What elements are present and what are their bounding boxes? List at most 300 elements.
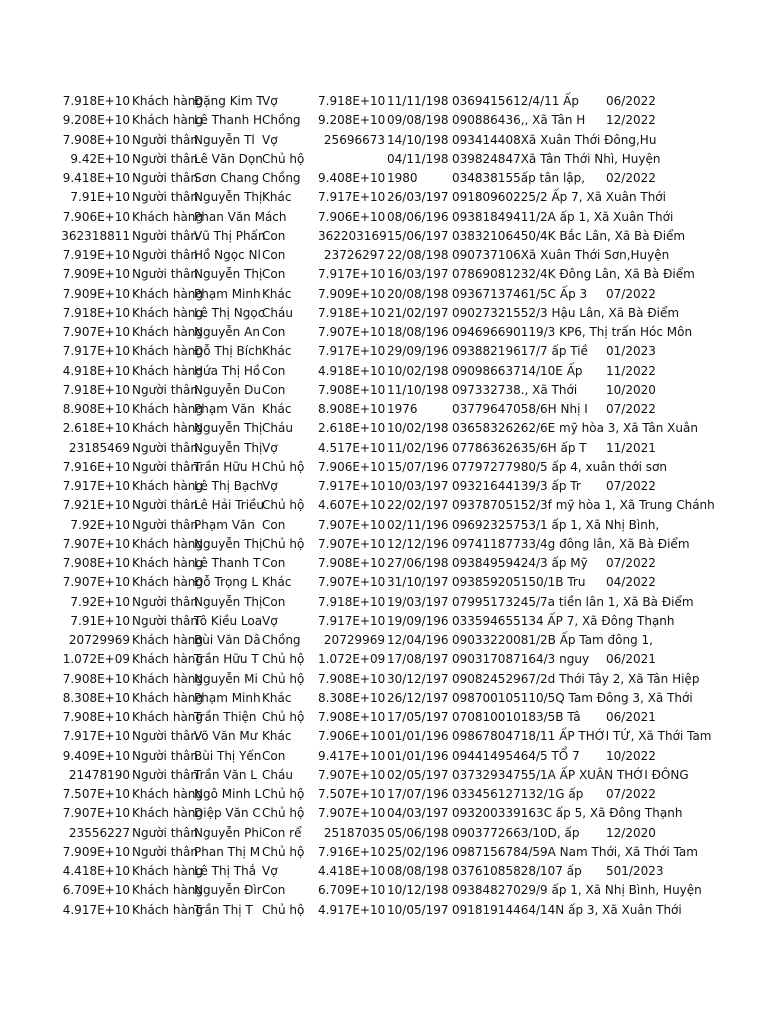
cell-birth-date: 17/05/197 (387, 710, 449, 724)
cell-customer-type: Khách hàng (132, 344, 204, 359)
cell-phone-address: 09033220081/2B Ấp Tam đông 1, (452, 633, 653, 647)
cell-customer-type: Khách hàng (132, 902, 204, 917)
table-row (0, 188, 768, 207)
cell-date-value: 07/2022 (605, 285, 641, 304)
cell-id-number: 7.907E+10 (62, 536, 130, 551)
cell-full-name: Phạm Văn (194, 517, 255, 532)
cell-relationship: Vợ (262, 479, 278, 493)
cell-relationship: Cháu (262, 305, 293, 320)
table-row (0, 901, 768, 920)
cell-phone-address: 09388219617/7 ấp Tiề (452, 344, 588, 359)
table-row (0, 843, 768, 862)
cell-customer-type: Khách hàng (132, 883, 204, 898)
cell-id-number: 4.917E+10 (62, 902, 130, 917)
table-row (0, 400, 768, 419)
cell-relationship: Chủ hộ (262, 710, 305, 724)
cell-customer-type: Khách hàng (132, 421, 204, 436)
cell-relationship: Con (262, 382, 286, 397)
cell-phone-address: 034838155ấp tân lập, (452, 171, 586, 185)
cell-id-number-2: 25696673 (323, 132, 385, 147)
cell-id-number-2: 7.908E+10 (318, 556, 386, 570)
cell-relationship: Chồng (262, 171, 301, 185)
table-row (0, 111, 768, 130)
cell-phone-address: 0987156784/59A Nam Thới, Xã Thới Tam (452, 844, 698, 859)
table-row (0, 785, 768, 804)
cell-birth-date: 27/06/198 (387, 556, 449, 570)
cell-id-number-2: 7.918E+10 (318, 594, 386, 609)
cell-id-number: 21478190 (68, 767, 130, 782)
table-row (0, 285, 768, 304)
cell-phone-address: 07786362635/6H ấp T (452, 440, 587, 455)
table-row (0, 516, 768, 535)
cell-relationship: Con (262, 267, 286, 282)
cell-birth-date: 21/02/197 (387, 305, 449, 320)
table-row (0, 708, 768, 727)
cell-full-name: Đặng Kim T (194, 94, 264, 108)
cell-date-value: 10/2022 (605, 747, 641, 766)
cell-id-number-2: 4.607E+10 (318, 498, 386, 513)
cell-relationship: Con (262, 556, 286, 570)
cell-phone-address: 09082452967/2d Thới Tây 2, Xã Tân Hiệp (452, 671, 700, 686)
cell-phone-address: 09180960225/2 Ấp 7, Xã Xuân Thới (452, 190, 666, 205)
cell-phone-address: 03832106450/4K Bắc Lân, Xã Bà Điểm (452, 228, 686, 243)
cell-customer-type: Người thân (132, 190, 198, 205)
cell-customer-type: Khách hàng (132, 806, 204, 821)
cell-id-number: 2.618E+10 (62, 421, 130, 436)
cell-birth-date: 08/06/196 (387, 209, 449, 224)
cell-phone-address: 07797277980/5 ấp 4, xuân thới sơn (452, 459, 668, 474)
cell-relationship: Khác (262, 402, 292, 416)
cell-full-name: Lê Thị Bạch (194, 479, 264, 493)
cell-customer-type: Khách hàng (132, 633, 204, 647)
cell-relationship: Vợ (262, 440, 278, 455)
cell-full-name: Nguyễn An (194, 325, 260, 339)
cell-full-name: Nguyễn Đìr (194, 883, 262, 898)
cell-birth-date: 17/07/196 (387, 787, 449, 801)
cell-id-number: 7.909E+10 (62, 267, 130, 282)
cell-relationship: Con rể (262, 825, 302, 840)
cell-id-number-2: 7.906E+10 (318, 729, 386, 744)
table-row (0, 881, 768, 900)
cell-birth-date: 29/09/196 (387, 344, 449, 359)
table-row (0, 439, 768, 458)
cell-date-value: 11/2021 (605, 439, 641, 458)
cell-phone-address: 090737106Xã Xuân Thới Sơn,Huyện (452, 248, 670, 262)
cell-date-value: 01/2023 (605, 342, 641, 361)
cell-full-name: Lê Thị Ngọc (194, 305, 265, 320)
cell-date-value: 07/2022 (605, 477, 641, 496)
cell-date-value: 07/2022 (605, 785, 641, 804)
cell-birth-date: 19/09/196 (387, 613, 449, 628)
table-row (0, 208, 768, 227)
cell-customer-type: Khách hàng (132, 479, 204, 493)
cell-id-number-2: 7.908E+10 (318, 710, 386, 724)
cell-customer-type: Người thân (132, 382, 198, 397)
cell-birth-date: 11/10/198 (387, 382, 449, 397)
table-row (0, 246, 768, 265)
cell-full-name: Phạm Minh (194, 690, 261, 705)
cell-customer-type: Người thân (132, 613, 198, 628)
spreadsheet-grid (0, 92, 768, 920)
cell-birth-date: 19/03/197 (387, 594, 449, 609)
cell-birth-date: 01/01/196 (387, 748, 449, 763)
cell-customer-type: Khách hàng (132, 575, 204, 590)
cell-customer-type: Khách hàng (132, 209, 204, 224)
cell-relationship: Vợ (262, 132, 278, 147)
cell-relationship: Vợ (262, 94, 278, 108)
cell-full-name: Nguyễn Tl (194, 132, 255, 147)
cell-birth-date: 14/10/198 (387, 132, 449, 147)
cell-full-name: Nguyễn Thị (194, 267, 263, 282)
cell-id-number-2: 7.907E+10 (318, 767, 386, 782)
cell-customer-type: Khách hàng (132, 864, 204, 878)
cell-birth-date: 10/02/198 (387, 421, 449, 436)
cell-phone-address: 09027321552/3 Hậu Lân, Xã Bà Điểm (452, 305, 680, 320)
cell-customer-type: Khách hàng (132, 113, 204, 128)
cell-full-name: Phạm Minh (194, 286, 261, 301)
cell-customer-type: Khách hàng (132, 787, 204, 801)
cell-phone-address: 033594655134 ẤP 7, Xã Đông Thạnh (452, 613, 675, 628)
table-row (0, 727, 768, 746)
cell-birth-date: 09/08/198 (387, 113, 449, 128)
cell-id-number-2: 7.916E+10 (318, 844, 386, 859)
cell-date-value: 06/2021 (605, 708, 641, 727)
cell-full-name: Trần Thiện (194, 710, 257, 724)
cell-customer-type: Khách hàng (132, 536, 204, 551)
cell-phone-address: 07869081232/4K Đông Lân, Xã Bà Điểm (452, 267, 695, 282)
cell-full-name: Vũ Thị Phấn (194, 228, 266, 243)
cell-full-name: Nguyễn Du (194, 382, 261, 397)
cell-birth-date: 10/12/198 (387, 883, 449, 898)
cell-birth-date: 05/06/198 (387, 825, 449, 840)
table-row (0, 342, 768, 361)
cell-full-name: Trần Hữu T (194, 652, 259, 667)
cell-id-number-2: 2.618E+10 (318, 421, 386, 436)
cell-id-number-2: 7.918E+10 (318, 94, 386, 108)
cell-phone-address: 070810010183/5B Tâ (452, 710, 581, 724)
cell-relationship: Chủ hộ (262, 806, 305, 821)
cell-relationship: Khác (262, 575, 292, 590)
cell-full-name: Bùi Văn Dâ (194, 633, 261, 647)
cell-date-value: 04/2022 (605, 573, 641, 592)
cell-full-name: Hồ Ngọc Nl (194, 248, 261, 262)
cell-id-number-2: 7.917E+10 (318, 267, 386, 282)
cell-birth-date: 16/03/197 (387, 267, 449, 282)
cell-customer-type: Người thân (132, 844, 198, 859)
cell-customer-type: Khách hàng (132, 325, 204, 339)
cell-birth-date: 02/05/197 (387, 767, 449, 782)
cell-full-name: Nguyễn Thị (194, 536, 263, 551)
cell-id-number-2: 7.907E+10 (318, 536, 386, 551)
table-row (0, 824, 768, 843)
cell-relationship: Khác (262, 729, 292, 744)
cell-id-number-2: 362203169 (318, 228, 387, 243)
cell-customer-type: Khách hàng (132, 652, 204, 667)
cell-id-number-2: 7.906E+10 (318, 209, 386, 224)
cell-customer-type: Khách hàng (132, 402, 204, 416)
cell-relationship: Chủ hộ (262, 671, 305, 686)
cell-relationship: Cháu (262, 767, 293, 782)
cell-birth-date: 12/12/196 (387, 536, 449, 551)
cell-id-number: 7.908E+10 (62, 710, 130, 724)
cell-date-value: 501/2023 (605, 862, 641, 881)
cell-date-value: 10/2020 (605, 381, 641, 400)
cell-date-value: 06/2022 (605, 92, 641, 111)
cell-id-number: 23556227 (68, 825, 130, 840)
cell-phone-address: 09867804718/11 ẤP THỚI TỨ, Xã Thới Tam (452, 729, 712, 744)
cell-date-value: 07/2022 (605, 400, 641, 419)
cell-full-name: Trần Hữu H (194, 459, 261, 474)
cell-id-number-2: 25187035 (323, 825, 385, 840)
cell-id-number: 7.918E+10 (62, 94, 130, 108)
cell-customer-type: Khách hàng (132, 710, 204, 724)
cell-customer-type: Khách hàng (132, 556, 204, 570)
cell-birth-date: 10/03/197 (387, 479, 449, 493)
cell-birth-date: 22/08/198 (387, 248, 449, 262)
cell-id-number-2: 7.917E+10 (318, 479, 386, 493)
cell-birth-date: 26/03/197 (387, 190, 449, 205)
cell-date-value: 02/2022 (605, 169, 641, 188)
cell-relationship: Chủ hộ (262, 652, 305, 667)
cell-full-name: Diệp Văn C (194, 806, 261, 821)
cell-id-number-2: 7.918E+10 (318, 305, 386, 320)
cell-customer-type: Khách hàng (132, 363, 204, 378)
table-row (0, 862, 768, 881)
cell-birth-date: 30/12/197 (387, 671, 449, 686)
cell-customer-type: Người thân (132, 498, 198, 513)
cell-customer-type: Người thân (132, 151, 198, 166)
cell-relationship: Vợ (262, 864, 278, 878)
cell-id-number: 7.908E+10 (62, 556, 130, 570)
cell-phone-address: 09367137461/5C Ấp 3 (452, 286, 588, 301)
cell-full-name: Nguyễn Thị (194, 440, 263, 455)
cell-id-number-2 (318, 150, 385, 169)
cell-id-number-2: 20729969 (323, 633, 385, 647)
cell-relationship: Chồng (262, 633, 301, 647)
cell-id-number: 7.917E+10 (62, 479, 130, 493)
cell-id-number: 7.909E+10 (62, 844, 130, 859)
cell-full-name: Lê Thị Thắ (194, 864, 257, 878)
cell-full-name: Sơn Chang (194, 171, 259, 185)
cell-id-number-2: 7.507E+10 (318, 787, 386, 801)
cell-birth-date: 31/10/197 (387, 575, 449, 590)
table-row (0, 150, 768, 169)
cell-relationship: Chủ hộ (262, 536, 305, 551)
cell-phone-address: 033456127132/1G ấp (452, 787, 584, 801)
cell-id-number-2: 6.709E+10 (318, 883, 386, 898)
cell-id-number: 362318811 (61, 228, 130, 243)
table-row (0, 747, 768, 766)
cell-id-number: 7.908E+10 (62, 671, 130, 686)
cell-id-number: 7.92E+10 (70, 517, 130, 532)
cell-id-number: 4.918E+10 (62, 363, 130, 378)
cell-full-name: Trần Văn L (194, 767, 257, 782)
cell-relationship: Con (262, 248, 286, 262)
cell-relationship: Con (262, 594, 286, 609)
cell-relationship: Khác (262, 344, 292, 359)
cell-customer-type: Người thân (132, 459, 198, 474)
cell-relationship (262, 208, 300, 227)
table-row (0, 169, 768, 188)
cell-full-name: Trần Thị T (194, 902, 253, 917)
cell-full-name: Bùi Thị Yến (194, 748, 262, 763)
table-row (0, 381, 768, 400)
cell-phone-address: 09741187733/4g đông lân, Xã Bà Điểm (452, 536, 690, 551)
cell-phone-address: 09181914464/14N ấp 3, Xã Xuân Thới (452, 902, 682, 917)
cell-id-number: 7.507E+10 (62, 787, 130, 801)
cell-id-number-2: 9.208E+10 (318, 113, 386, 128)
cell-customer-type: Người thân (132, 517, 198, 532)
cell-relationship: Chủ hộ (262, 787, 305, 801)
cell-id-number-2: 7.906E+10 (318, 459, 386, 474)
cell-id-number-2: 7.917E+10 (318, 190, 386, 205)
cell-id-number: 7.909E+10 (62, 286, 130, 301)
cell-birth-date: 1976 (387, 402, 418, 416)
cell-id-number: 7.916E+10 (62, 459, 130, 474)
cell-birth-date: 20/08/198 (387, 286, 449, 301)
cell-relationship: Chồng (262, 113, 301, 128)
cell-birth-date: 04/11/198 (387, 151, 449, 166)
cell-birth-date: 15/07/196 (387, 459, 449, 474)
cell-customer-type: Khách hàng (132, 690, 204, 705)
cell-birth-date: 11/02/196 (387, 440, 449, 455)
table-row (0, 265, 768, 284)
cell-phone-address: 097332738., Xã Thới (452, 382, 578, 397)
cell-phone-address: 093414408Xã Xuân Thới Đông,Hu (452, 132, 657, 147)
cell-id-number: 7.91E+10 (70, 190, 130, 205)
cell-id-number: 7.918E+10 (62, 305, 130, 320)
cell-id-number: 23185469 (68, 440, 130, 455)
table-row (0, 631, 768, 650)
cell-phone-address: 09381849411/2A ấp 1, Xã Xuân Thới (452, 209, 674, 224)
cell-phone-address: 09321644139/3 ấp Tr (452, 479, 581, 493)
table-row (0, 323, 768, 342)
cell-date-value: 12/2020 (605, 824, 641, 843)
cell-phone-address: 039824847Xã Tân Thới Nhì, Huyện (452, 151, 661, 166)
cell-id-number: 7.907E+10 (62, 325, 130, 339)
cell-customer-type: Người thân (132, 171, 198, 185)
cell-full-name: Hứa Thị Hồ (194, 363, 261, 378)
table-row (0, 670, 768, 689)
cell-full-name: Võ Văn Mư (194, 729, 258, 744)
cell-phone-address: 09384827029/9 ấp 1, Xã Nhị Bình, Huyện (452, 883, 702, 898)
cell-birth-date: 17/08/197 (387, 652, 449, 667)
cell-phone-address: 093859205150/1B Tru (452, 575, 586, 590)
cell-customer-type: Người thân (132, 767, 198, 782)
table-row (0, 804, 768, 823)
cell-birth-date: 02/11/196 (387, 517, 449, 532)
cell-date-value: 11/2022 (605, 362, 641, 381)
cell-phone-address: 03779647058/6H Nhị I (452, 402, 588, 416)
table-row (0, 92, 768, 111)
cell-id-number-2: 7.907E+10 (318, 575, 386, 590)
cell-birth-date: 25/02/196 (387, 844, 449, 859)
cell-birth-date: 18/08/196 (387, 325, 449, 339)
cell-id-number-2: 7.907E+10 (318, 806, 386, 821)
cell-relationship: Chủ hộ (262, 498, 305, 513)
cell-id-number: 20729969 (68, 633, 130, 647)
cell-full-name: Tô Kiều Loa (194, 613, 263, 628)
cell-phone-address: 03732934755/1A ẤP XUÂN THỚI ĐÔNG (452, 767, 689, 782)
cell-id-number-2: 7.917E+10 (318, 613, 386, 628)
cell-birth-date: 15/06/197 (387, 228, 449, 243)
cell-id-number-2: 4.918E+10 (318, 363, 386, 378)
cell-id-number: 6.709E+10 (62, 883, 130, 898)
cell-id-number: 1.072E+09 (62, 652, 130, 667)
cell-relationship: Cháu (262, 421, 293, 436)
cell-relationship: Con (262, 325, 286, 339)
cell-id-number-2: 9.408E+10 (318, 171, 386, 185)
cell-id-number: 8.908E+10 (62, 402, 130, 416)
cell-customer-type: Người thân (132, 228, 198, 243)
cell-phone-address: 07995173245/7a tiền lân 1, Xã Bà Điểm (452, 594, 694, 609)
cell-id-number-2: 4.917E+10 (318, 902, 386, 917)
cell-relationship: Chủ hộ (262, 844, 305, 859)
table-row (0, 535, 768, 554)
cell-customer-type: Người thân (132, 729, 198, 744)
cell-relationship: Khác (262, 286, 292, 301)
cell-relationship: Con (262, 883, 286, 898)
cell-birth-date: 1980 (387, 171, 418, 185)
cell-phone-address: 03658326262/6E mỹ hòa 3, Xã Tân Xuân (452, 421, 698, 436)
cell-full-name: Nguyễn Phi (194, 825, 263, 840)
cell-relationship: Chủ hộ (262, 459, 305, 474)
cell-full-name: Phan Thị M (194, 844, 261, 859)
cell-birth-date: 10/05/197 (387, 902, 449, 917)
cell-full-name: Lê Thanh H (194, 113, 263, 128)
cell-id-number-2: 7.908E+10 (318, 671, 386, 686)
cell-customer-type: Người thân (132, 440, 198, 455)
table-row (0, 304, 768, 323)
cell-phone-address: 094696690119/3 KP6, Thị trấn Hóc Môn (452, 325, 693, 339)
cell-full-name: Lê Hải Triều (194, 498, 265, 513)
cell-birth-date: 12/04/196 (387, 633, 449, 647)
cell-id-number: 7.91E+10 (70, 613, 130, 628)
cell-id-number-2: 1.072E+09 (318, 652, 386, 667)
cell-relationship: Con (262, 363, 286, 378)
cell-phone-address: 093200339163C ấp 5, Xã Đông Thạnh (452, 806, 683, 821)
cell-phone-address: 090317087164/3 nguy (452, 652, 590, 667)
table-row (0, 496, 768, 515)
cell-phone-address: 09441495464/5 TỔ 7 (452, 748, 580, 763)
table-row (0, 131, 768, 150)
cell-relationship: Con (262, 748, 286, 763)
cell-date-value: 07/2022 (605, 554, 641, 573)
table-row (0, 573, 768, 592)
cell-customer-type: Người thân (132, 825, 198, 840)
cell-birth-date: 08/08/198 (387, 864, 449, 878)
cell-id-number: 7.907E+10 (62, 575, 130, 590)
cell-full-name: Nguyễn Mi (194, 671, 258, 686)
cell-date-value: 06/2021 (605, 650, 641, 669)
table-row (0, 593, 768, 612)
cell-id-number: 9.409E+10 (62, 748, 130, 763)
cell-birth-date: 26/12/197 (387, 690, 449, 705)
cell-customer-type: Người thân (132, 132, 198, 147)
cell-customer-type: Khách hàng (132, 286, 204, 301)
table-row (0, 650, 768, 669)
cell-customer-type: Người thân (132, 748, 198, 763)
cell-relationship: Con (262, 517, 286, 532)
cell-id-number: 7.917E+10 (62, 729, 130, 744)
cell-id-number-2: 7.907E+10 (318, 517, 386, 532)
table-row (0, 612, 768, 631)
cell-id-number: 8.308E+10 (62, 690, 130, 705)
cell-id-number-2: 4.418E+10 (318, 864, 386, 878)
cell-relationship: Chủ hộ (262, 902, 305, 917)
cell-relationship: Khác (262, 190, 292, 205)
cell-birth-date: 10/02/198 (387, 363, 449, 378)
